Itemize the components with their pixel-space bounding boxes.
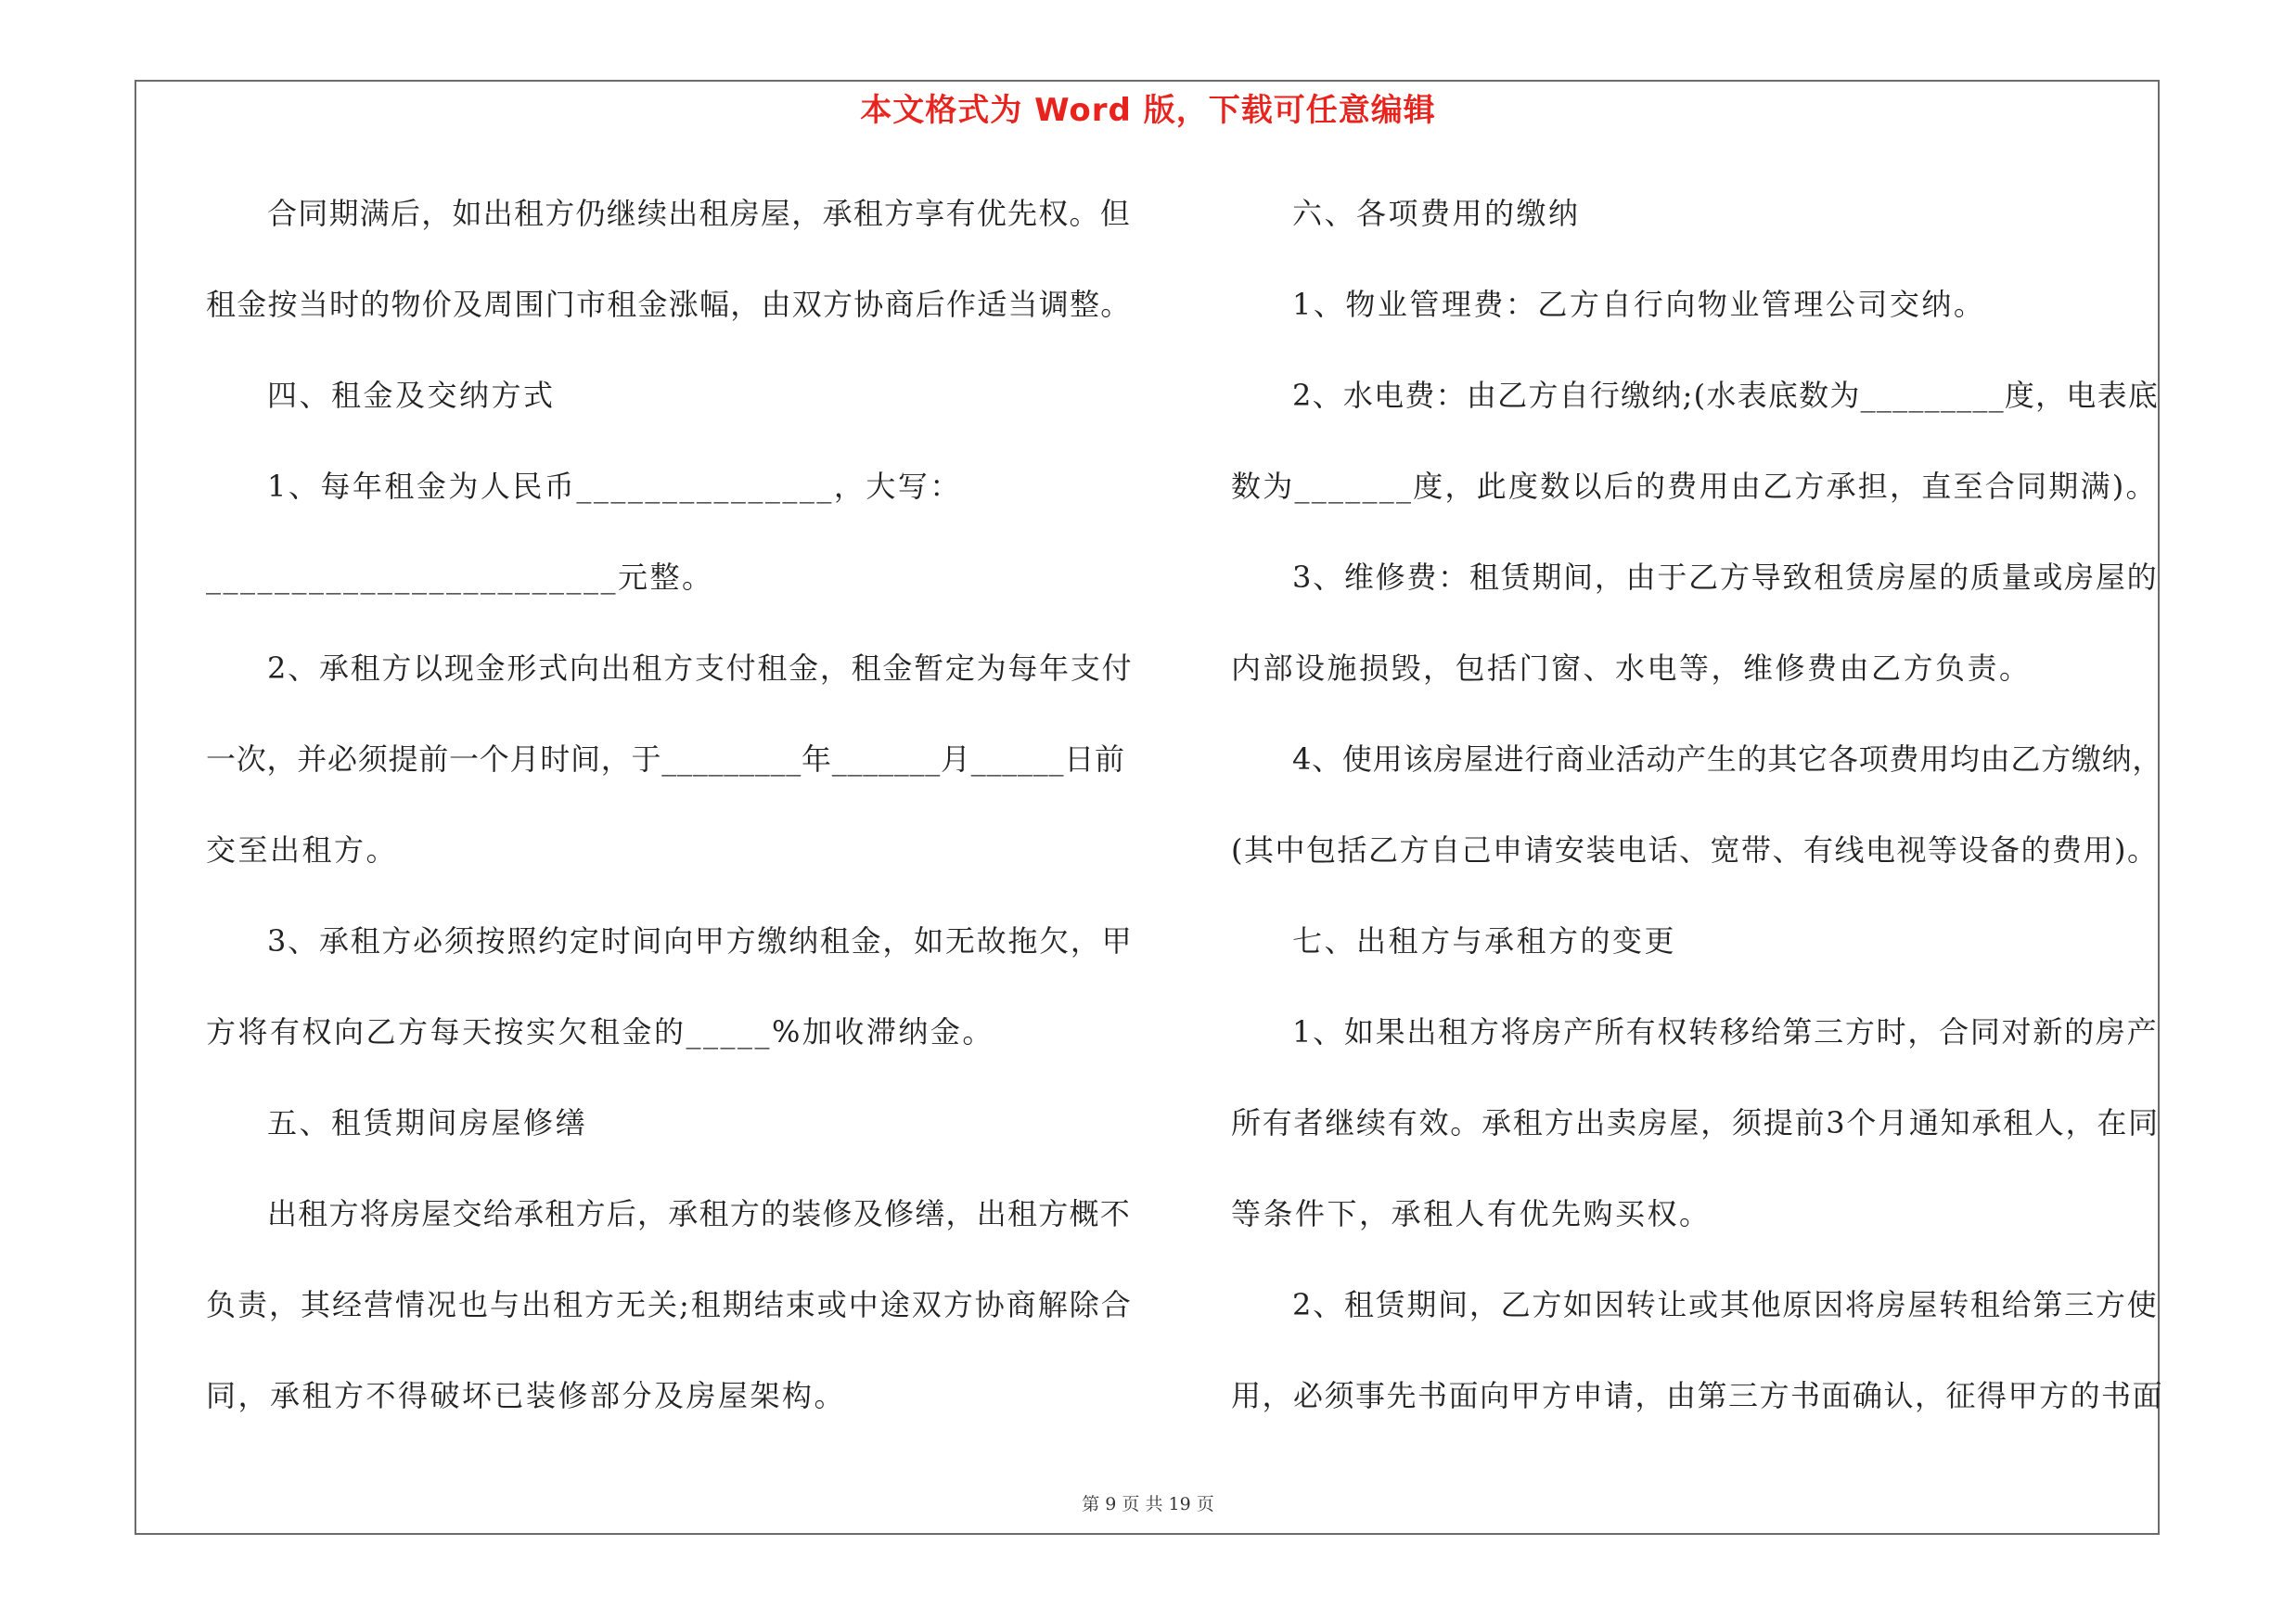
paragraph-line: (其中包括乙方自己申请安装电话、宽带、有线电视等设备的费用)。: [1231, 832, 2159, 868]
paragraph-line: 租金按当时的物价及周围门市租金涨幅，由双方协商后作适当调整。: [206, 287, 1132, 322]
paragraph-line: 1、如果出租方将房产所有权转移给第三方时，合同对新的房产: [1292, 1014, 2159, 1050]
section-heading: 四、租金及交纳方式: [267, 378, 556, 413]
paragraph-line: 同，承租方不得破坏已装修部分及房屋架构。: [206, 1378, 847, 1413]
paragraph-line: 等条件下，承租人有优先购买权。: [1231, 1196, 1712, 1231]
paragraph-line: 合同期满后，如出租方仍继续出租房屋，承租方享有优先权。但: [267, 196, 1132, 231]
paragraph-line: 4、使用该房屋进行商业活动产生的其它各项费用均由乙方缴纳，: [1292, 741, 2163, 777]
paragraph-line: 1、物业管理费：乙方自行向物业管理公司交纳。: [1292, 287, 1986, 322]
section-heading: 五、租赁期间房屋修缮: [267, 1105, 588, 1140]
paragraph-line: 3、承租方必须按照约定时间向甲方缴纳租金，如无故拖欠，甲: [267, 923, 1134, 959]
paragraph-line: 负责，其经营情况也与出租方无关;租期结束或中途双方协商解除合: [206, 1287, 1133, 1322]
paragraph-line: 方将有权向乙方每天按实欠租金的_____%加收滞纳金。: [206, 1014, 994, 1050]
paragraph-line: 用，必须事先书面向甲方申请，由第三方书面确认，征得甲方的书面: [1231, 1378, 2164, 1413]
paragraph-line: 内部设施损毁，包括门窗、水电等，维修费由乙方负责。: [1231, 650, 2032, 686]
paragraph-line: 1、每年租金为人民币_______________，大写：: [267, 469, 962, 504]
right-column: [1231, 181, 2163, 1454]
paragraph-line: 2、承租方以现金形式向出租方支付租金，租金暂定为每年支付: [267, 650, 1134, 686]
section-heading: 六、各项费用的缴纳: [1292, 196, 1581, 231]
paragraph-line: 出租方将房屋交给承租方后，承租方的装修及修缮，出租方概不: [267, 1196, 1132, 1231]
paragraph-line: 交至出租方。: [206, 832, 399, 868]
paragraph-line: 一次，并必须提前一个月时间，于_________年_______月______日前: [206, 741, 1125, 777]
paragraph-line: ________________________元整。: [206, 560, 714, 595]
header-banner: 本文格式为 Word 版，下载可任意编辑: [860, 92, 1436, 129]
paragraph-line: 2、租赁期间，乙方如因转让或其他原因将房屋转租给第三方使: [1292, 1287, 2159, 1322]
left-column: [206, 181, 1134, 1454]
page-number: 第 9 页 共 19 页: [1082, 1494, 1214, 1514]
paragraph-line: 数为_______度，此度数以后的费用由乙方承担，直至合同期满)。: [1231, 469, 2158, 504]
paragraph-line: 所有者继续有效。承租方出卖房屋，须提前3个月通知承租人，在同: [1231, 1105, 2160, 1140]
paragraph-line: 2、水电费：由乙方自行缴纳;(水表底数为_________度，电表底: [1292, 378, 2160, 413]
paragraph-line: 3、维修费：租赁期间，由于乙方导致租赁房屋的质量或房屋的: [1292, 560, 2159, 595]
section-heading: 七、出租方与承租方的变更: [1292, 923, 1677, 959]
